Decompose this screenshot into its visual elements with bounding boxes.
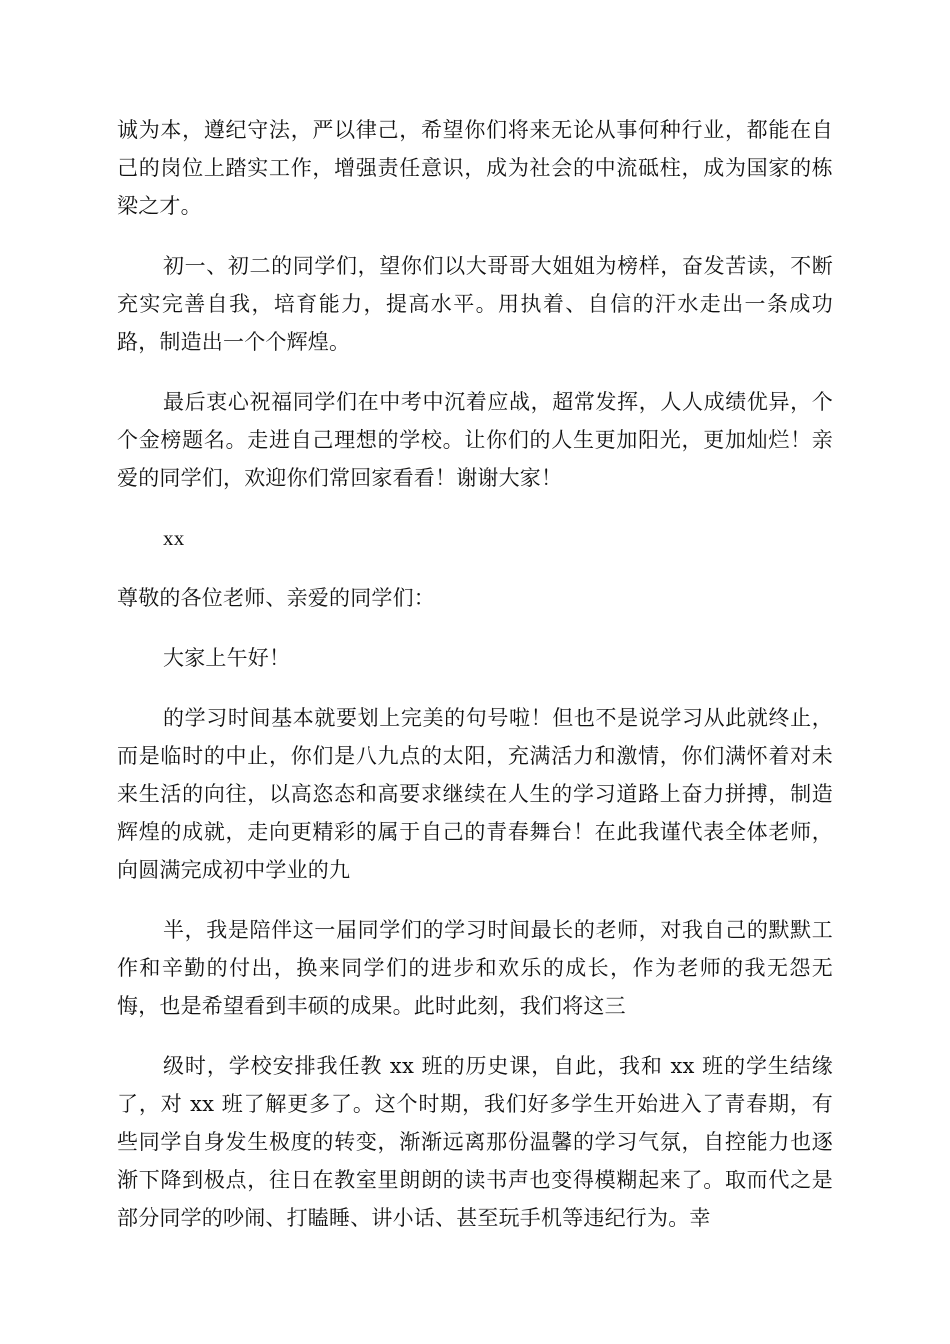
- salutation: 尊敬的各位老师、亲爱的同学们：: [117, 586, 435, 610]
- greeting: 大家上午好！: [163, 646, 291, 670]
- paragraph-signature: xx: [163, 526, 185, 550]
- paragraph-2: 初一、初二的同学们，望你们以大哥哥大姐姐为榜样，奋发苦读，不断充实完善自我，培育能力，提高水平。用执着、自信的汗水走出一条成功路，制造出一个个辉煌。: [117, 254, 833, 354]
- paragraph-1: 诚为本，遵纪守法，严以律己，希望你们将来无论从事何种行业，都能在自己的岗位上踏实工作，增强责任意识，成为社会的中流砥柱，成为国家的栋梁之才。: [117, 118, 833, 218]
- paragraph-3: 最后衷心祝福同学们在中考中沉着应战，超常发挥，人人成绩优异，个个金榜题名。走进自己理想的学校。让你们的人生更加阳光，更加灿烂！亲爱的同学们，欢迎你们常回家看看！谢谢大家！: [117, 390, 833, 490]
- document-body: [117, 111, 833, 1259]
- paragraph-8: 半，我是陪伴这一届同学们的学习时间最长的老师，对我自己的默默工作和辛勤的付出，换来同学们的进步和欢乐的成长，作为老师的我无怨无悔，也是希望看到丰硕的成果。此时此刻，我们将这三: [117, 918, 833, 1018]
- paragraph-7: 的学习时间基本就要划上完美的句号啦！但也不是说学习从此就终止，而是临时的中止，你们是八九点的太阳，充满活力和激情，你们满怀着对未来生活的向往，以高恣态和高要求继续在人生的学习道路上奋力拼搏，制造辉煌的成就，走向更精彩的属于自己的青春舞台！在此我谨代表全体老师，向圆满完成初中学业的九: [117, 706, 833, 882]
- paragraph-9: 级时，学校安排我任教 xx 班的历史课，自此，我和 xx 班的学生结缘了，对 xx 班了解更多了。这个时期，我们好多学生开始进入了青春期，有些同学自身发生极度的转变，渐渐远离那份温馨的学习气氛，自控能力也逐渐下降到极点，往日在教室里朗朗的读书声也变得模糊起来了。取而代之是部分同学的吵闹、打瞌睡、讲小话、甚至玩手机等违纪行为。幸: [117, 1054, 833, 1230]
